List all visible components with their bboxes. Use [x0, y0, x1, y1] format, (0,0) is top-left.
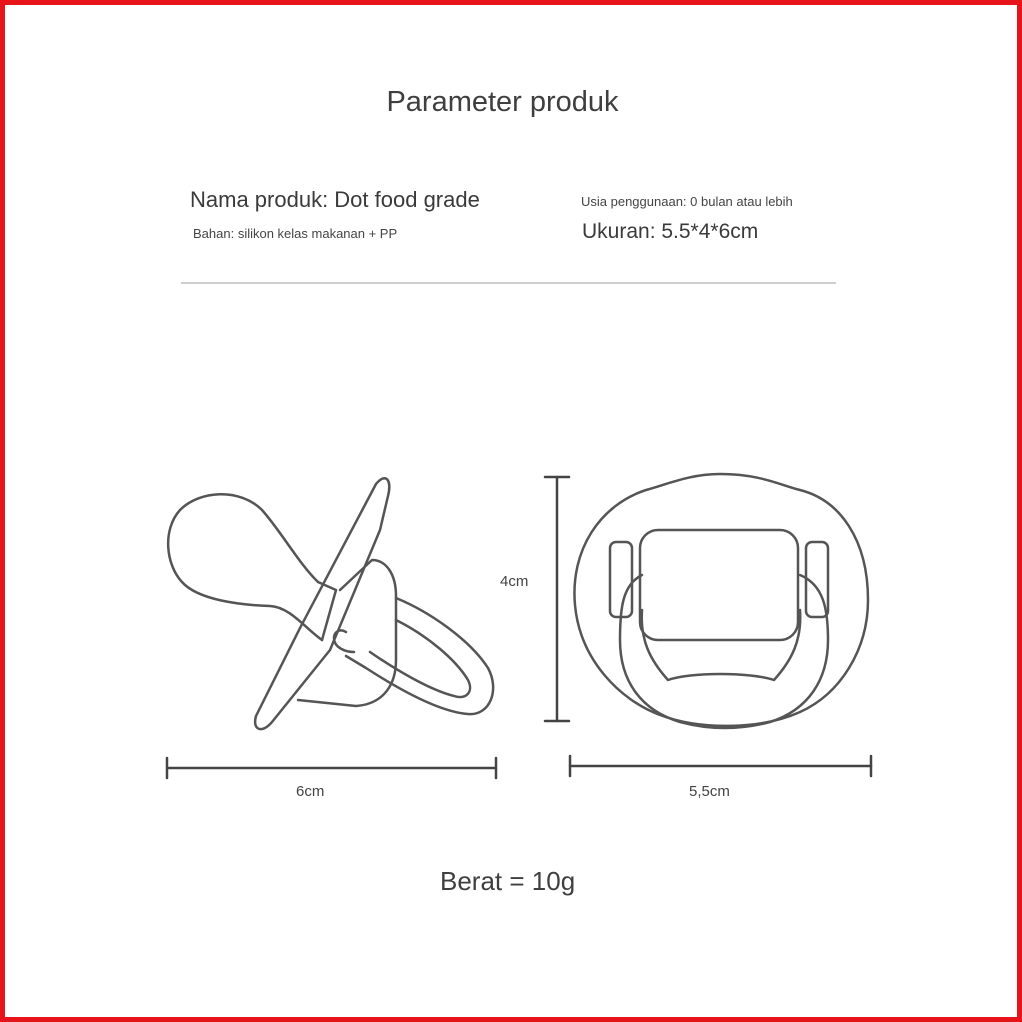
product-name: Nama produk: Dot food grade [190, 187, 480, 212]
pacifier-side-illustration [168, 478, 493, 729]
side-width-label: 6cm [296, 783, 325, 800]
height-label: 4cm [500, 573, 529, 590]
weight-label: Berat = 10g [440, 866, 576, 896]
product-size: Ukuran: 5.5*4*6cm [582, 220, 759, 243]
product-age: Usia penggunaan: 0 bulan atau lebih [581, 194, 793, 209]
pacifier-front-illustration [574, 474, 868, 728]
page-title: Parameter produk [386, 86, 619, 118]
front-width-label: 5,5cm [689, 783, 730, 800]
product-material: Bahan: silikon kelas makanan + PP [193, 226, 398, 241]
